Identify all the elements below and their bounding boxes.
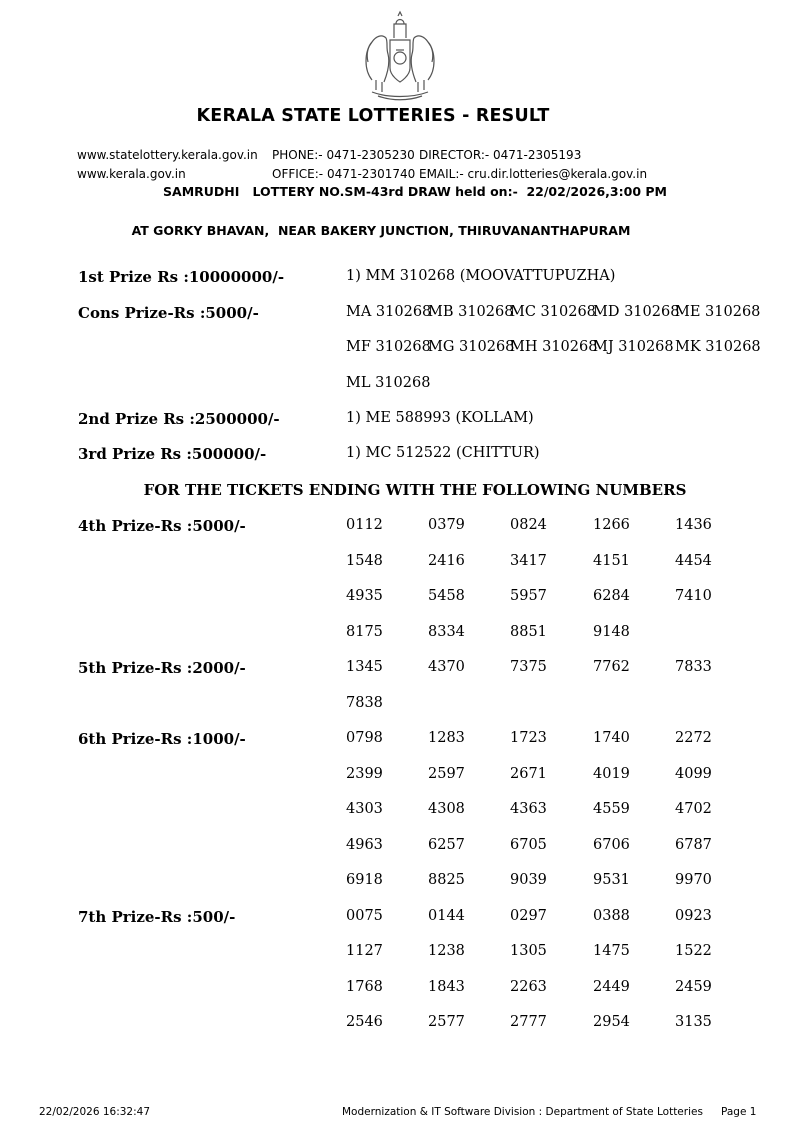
ending-number: 0388 <box>593 908 630 924</box>
ending-number: 6787 <box>675 837 712 853</box>
ending-number: 1475 <box>593 943 630 959</box>
first-prize-winner: 1) MM 310268 (MOOVATTUPUZHA) <box>346 268 616 284</box>
ending-number: 4303 <box>346 801 383 817</box>
website-link-kerala[interactable]: www.kerala.gov.in <box>77 167 186 181</box>
cons-ticket: MG 310268 <box>428 339 515 355</box>
ending-number: 6705 <box>510 837 547 853</box>
kerala-emblem-icon <box>358 10 442 102</box>
ending-number: 3135 <box>675 1014 712 1030</box>
ending-number: 1436 <box>675 517 712 533</box>
ending-number: 2459 <box>675 979 712 995</box>
cons-ticket: ME 310268 <box>675 304 761 320</box>
ending-number: 6918 <box>346 872 383 888</box>
ending-number: 4308 <box>428 801 465 817</box>
ending-number: 8175 <box>346 624 383 640</box>
ending-number: 5957 <box>510 588 547 604</box>
ending-number: 4559 <box>593 801 630 817</box>
ending-prize-label: 6th Prize-Rs :1000/- <box>78 730 246 748</box>
cons-ticket: MB 310268 <box>428 304 514 320</box>
ending-number: 0144 <box>428 908 465 924</box>
ending-number: 1305 <box>510 943 547 959</box>
ending-number: 4370 <box>428 659 465 675</box>
ending-number: 4454 <box>675 553 712 569</box>
endings-heading: FOR THE TICKETS ENDING WITH THE FOLLOWING NUMBERS <box>143 481 687 499</box>
page-number: Page 1 <box>721 1106 757 1118</box>
director-phone: DIRECTOR:- 0471-2305193 <box>419 148 582 162</box>
phone-number: PHONE:- 0471-2305230 <box>272 148 415 162</box>
ending-number: 1238 <box>428 943 465 959</box>
ending-number: 9970 <box>675 872 712 888</box>
ending-number: 7762 <box>593 659 630 675</box>
ending-number: 6284 <box>593 588 630 604</box>
first-prize-label: 1st Prize Rs :10000000/- <box>78 268 285 286</box>
cons-ticket: MD 310268 <box>593 304 680 320</box>
ending-number: 2263 <box>510 979 547 995</box>
ending-number: 7833 <box>675 659 712 675</box>
ending-number: 1283 <box>428 730 465 746</box>
cons-ticket: MA 310268 <box>346 304 432 320</box>
ending-number: 2399 <box>346 766 383 782</box>
cons-prize-label: Cons Prize-Rs :5000/- <box>78 304 259 322</box>
ending-number: 0112 <box>346 517 383 533</box>
ending-number: 2671 <box>510 766 547 782</box>
ending-number: 0798 <box>346 730 383 746</box>
ending-number: 1768 <box>346 979 383 995</box>
cons-ticket: MJ 310268 <box>593 339 674 355</box>
ending-number: 6257 <box>428 837 465 853</box>
second-prize-winner: 1) ME 588993 (KOLLAM) <box>346 410 534 426</box>
ending-number: 7375 <box>510 659 547 675</box>
ending-number: 1548 <box>346 553 383 569</box>
ending-number: 2954 <box>593 1014 630 1030</box>
ending-number: 5458 <box>428 588 465 604</box>
ending-number: 2546 <box>346 1014 383 1030</box>
ending-number: 1843 <box>428 979 465 995</box>
ending-number: 8851 <box>510 624 547 640</box>
ending-number: 4702 <box>675 801 712 817</box>
document-title: KERALA STATE LOTTERIES - RESULT <box>196 106 550 126</box>
office-phone: OFFICE:- 0471-2301740 <box>272 167 416 181</box>
ending-prize-label: 7th Prize-Rs :500/- <box>78 908 236 926</box>
third-prize-label: 3rd Prize Rs :500000/- <box>78 445 267 463</box>
ending-number: 4099 <box>675 766 712 782</box>
ending-prize-label: 5th Prize-Rs :2000/- <box>78 659 246 677</box>
second-prize-label: 2nd Prize Rs :2500000/- <box>78 410 280 428</box>
cons-ticket: MH 310268 <box>510 339 598 355</box>
ending-number: 2449 <box>593 979 630 995</box>
ending-number: 0379 <box>428 517 465 533</box>
ending-number: 7410 <box>675 588 712 604</box>
ending-number: 1740 <box>593 730 630 746</box>
ending-prize-label: 4th Prize-Rs :5000/- <box>78 517 246 535</box>
ending-number: 4151 <box>593 553 630 569</box>
ending-number: 4963 <box>346 837 383 853</box>
ending-number: 6706 <box>593 837 630 853</box>
ending-number: 2577 <box>428 1014 465 1030</box>
cons-ticket: ML 310268 <box>346 375 431 391</box>
cons-ticket: MK 310268 <box>675 339 761 355</box>
ending-number: 4363 <box>510 801 547 817</box>
ending-number: 2777 <box>510 1014 547 1030</box>
footer-division: Modernization & IT Software Division : Department of State Lotteries <box>342 1106 703 1118</box>
draw-details: SAMRUDHI LOTTERY NO.SM-43rd DRAW held on:- 22/02/2026,3:00 PM <box>163 184 667 199</box>
ending-number: 1345 <box>346 659 383 675</box>
ending-number: 9148 <box>593 624 630 640</box>
ending-number: 1266 <box>593 517 630 533</box>
ending-number: 3417 <box>510 553 547 569</box>
email-address[interactable]: EMAIL:- cru.dir.lotteries@kerala.gov.in <box>419 167 648 181</box>
ending-number: 7838 <box>346 695 383 711</box>
ending-number: 2416 <box>428 553 465 569</box>
cons-ticket: MC 310268 <box>510 304 596 320</box>
website-link-statelottery[interactable]: www.statelottery.kerala.gov.in <box>77 148 258 162</box>
third-prize-winner: 1) MC 512522 (CHITTUR) <box>346 445 540 461</box>
draw-venue: AT GORKY BHAVAN, NEAR BAKERY JUNCTION, THIRUVANANTHAPURAM <box>131 223 631 238</box>
ending-number: 0075 <box>346 908 383 924</box>
ending-number: 0923 <box>675 908 712 924</box>
print-timestamp: 22/02/2026 16:32:47 <box>39 1106 151 1118</box>
ending-number: 9531 <box>593 872 630 888</box>
ending-number: 8825 <box>428 872 465 888</box>
ending-number: 4019 <box>593 766 630 782</box>
ending-number: 4935 <box>346 588 383 604</box>
ending-number: 1127 <box>346 943 383 959</box>
ending-number: 2272 <box>675 730 712 746</box>
ending-number: 2597 <box>428 766 465 782</box>
cons-ticket: MF 310268 <box>346 339 431 355</box>
ending-number: 0297 <box>510 908 547 924</box>
ending-number: 8334 <box>428 624 465 640</box>
ending-number: 1522 <box>675 943 712 959</box>
ending-number: 9039 <box>510 872 547 888</box>
ending-number: 0824 <box>510 517 547 533</box>
ending-number: 1723 <box>510 730 547 746</box>
